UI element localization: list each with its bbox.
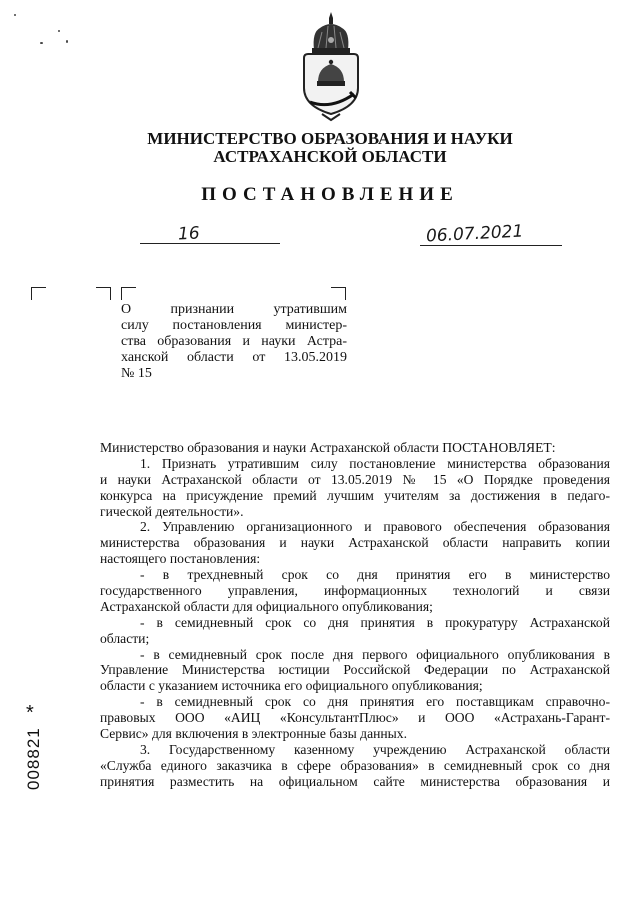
document-body (100, 440, 610, 790)
scan-speck (40, 42, 43, 44)
document-date: 06.07.2021 (425, 221, 524, 247)
body-line: настоящего постановления: (100, 551, 261, 567)
subject-line: О признании утратившим (121, 302, 347, 317)
body-line: Астраханской области для официального опубликования; (100, 598, 433, 614)
document-number: 16 (177, 223, 201, 245)
subject-line: силу постановления министер- (121, 318, 347, 333)
date-underline (420, 245, 562, 246)
body-line: 2. Управлению организационного и правового обеспечения образования (140, 519, 610, 535)
subject-block (121, 302, 347, 382)
number-underline (140, 243, 280, 244)
ministry-line-2: АСТРАХАНСКОЙ ОБЛАСТИ (213, 147, 447, 166)
scan-speck (66, 40, 68, 43)
body-line: и науки Астраханской области от 13.05.2019 № 15 «О Порядке проведения (100, 471, 610, 487)
scan-speck (14, 14, 16, 16)
corner-bracket (31, 287, 46, 300)
body-line: области; (100, 630, 150, 646)
body-line: Сервис» для включения в электронные базы данных. (100, 726, 407, 742)
corner-bracket (96, 287, 111, 300)
subject-line: ства образования и науки Астра- (121, 334, 347, 349)
ministry-heading (130, 130, 530, 166)
margin-serial-number: 008821 (24, 727, 43, 790)
coat-of-arms-icon (298, 10, 364, 122)
body-line: «Служба единого заказчика в сфере образования» в семидневный срок со дня (100, 757, 610, 773)
body-line: Управление Министерства юстиции Российской Федерации по Астраханской (100, 662, 610, 678)
body-line: - в трехдневный срок со дня принятия его в министерство (140, 567, 610, 583)
subject-line: ханской области от 13.05.2019 (121, 350, 347, 365)
body-line: гической деятельности». (100, 503, 244, 519)
body-line: государственного управления, информационных технологий и связи (100, 583, 610, 599)
document-type-title: ПОСТАНОВЛЕНИЕ (201, 184, 459, 205)
margin-asterisk: * (26, 702, 34, 724)
body-line: правовых ООО «АИЦ «КонсультантПлюс» и ООО «Астрахань-Гарант- (100, 710, 610, 726)
body-line: 3. Государственному казенному учреждению Астраханской области (140, 741, 610, 757)
body-line: области с указанием источника его официального опубликования; (100, 678, 483, 694)
corner-bracket (331, 287, 346, 300)
scan-speck (58, 30, 60, 32)
body-line: конкурса на присуждение премий лучшим учителям за достижения в педаго- (100, 487, 610, 503)
body-line: принятия разместить на официальном сайте министерства образования и (100, 773, 610, 789)
ministry-line-1: МИНИСТЕРСТВО ОБРАЗОВАНИЯ И НАУКИ (147, 129, 513, 148)
body-line: - в семидневный срок со дня принятия в прокуратуру Астраханской (140, 614, 610, 630)
corner-bracket (121, 287, 136, 300)
body-line: 1. Признать утратившим силу постановление министерства образования (140, 455, 610, 471)
subject-line: № 15 (121, 366, 152, 381)
body-line: - в семидневный срок после дня первого официального опубликования в (140, 646, 610, 662)
body-line: министерства образования и науки Астраханской области направить копии (100, 535, 610, 551)
body-intro: Министерство образования и науки Астраханской области ПОСТАНОВЛЯЕТ: (100, 440, 556, 455)
body-line: - в семидневный срок со дня принятия его поставщикам справочно- (140, 694, 610, 710)
